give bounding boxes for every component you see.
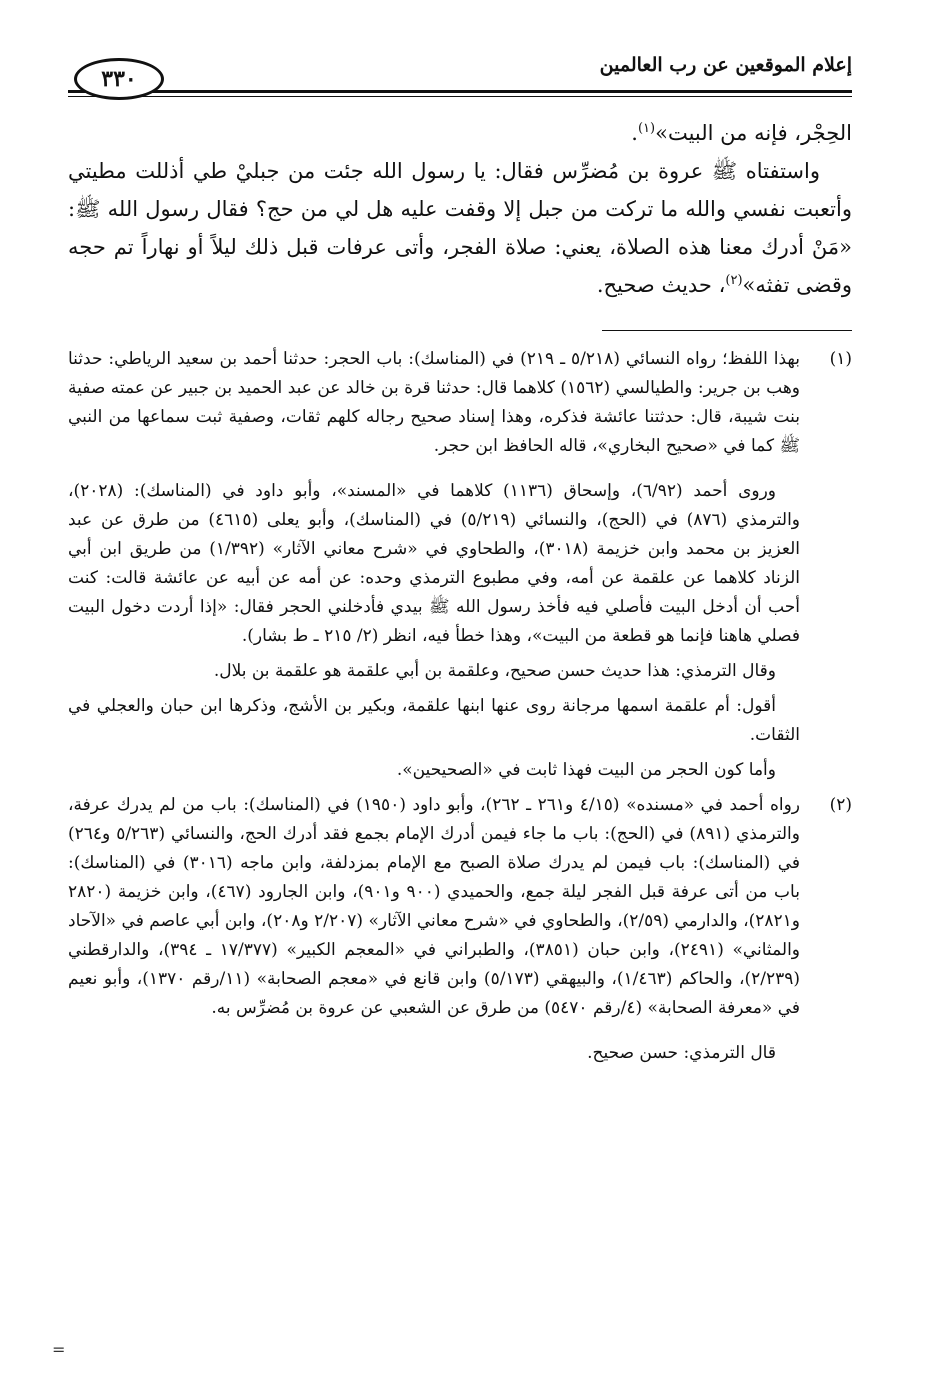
footnote-text: وأما كون الحجر من البيت فهذا ثابت في «الصحيحين».	[396, 760, 776, 780]
page	[68, 40, 852, 1074]
continuation-mark: =	[52, 1340, 66, 1359]
header-rule-thin	[68, 96, 852, 97]
footnote-text: رواه أحمد في «مسنده» (٤/١٥ و٢٦١ ـ ٢٦٢)، وأبو داود (١٩٥٠) في (المناسك): باب من لم يدرك عرفة، والترمذي (٨٩١) في (الحج): باب ما جاء فيمن أدرك الإمام بجمع فقد أدرك الحج، والنسائي (٥/٢٦٣ و٢٦٤) في (المناسك): باب فيمن لم يدرك صلاة الصبح مع الإمام بمزدلفة، وابن ماجه (٣٠١٦) في (المناسك): باب من أتى عرفة قبل الفجر ليلة جمع، والحميدي (٩٠٠ و٩٠١)، وابن الجارود (٤٦٧)، وابن خزيمة (٢٨٢٠ و٢٨٢١)، والدارمي (٢/٥٩)، والطحاوي في «شرح معاني الآثار» (٢/٢٠٧ و٢٠٨)، وابن أبي عاصم في «الآحاد والمثاني» (٢٤٩١)، وابن حبان (٣٨٥١)، والطبراني في «المعجم الكبير» (١٧/٣٧٧ ـ ٣٩٤)، والدارقطني (٢/٢٣٩)، والحاكم (١/٤٦٣)، والبيهقي (٥/١٧٣) وابن قانع في «معجم الصحابة» (١١/رقم ١٣٧٠)، وأبو نعيم في «معرفة الصحابة» (٤/رقم ٥٤٧٠) من طرق عن الشعبي عن عروة بن مُضرِّس به.	[68, 795, 801, 1018]
page-header	[68, 40, 852, 100]
footnote-1	[68, 345, 852, 469]
body-line-top: الحِجْر، فإنه من البيت»$^{(١)}$.	[631, 121, 852, 145]
footnote-separator	[602, 330, 852, 331]
footnote-number: (١)	[829, 349, 852, 369]
footnotes	[68, 345, 852, 1068]
footnote-text: قال الترمذي: حسن صحيح.	[587, 1043, 776, 1063]
body-paragraph: واستفتاه ﷺ عروة بن مُضرِّس فقال: يا رسول الله جئت من جبليْ طي أذللت مطيتي وأتعبت نفسي والله ما تركت من جبل إلا وقفت عليه هل لي من حج؟ فقال رسول الله ﷺ: «مَنْ أدرك معنا هذه الصلاة، يعني: صلاة الفجر، وأتى عرفات قبل ذلك ليلاً أو نهاراً تم حجه وقضى تفثه»$^{(٢)}$، حديث صحيح.	[68, 159, 852, 297]
footnote-ref-1: (١)	[637, 121, 656, 136]
footnote-text: أقول: أم علقمة اسمها مرجانة روى عنها ابنها علقمة، وبكير بن الأشج، وذكرها ابن حبان والعجلي في الثقات.	[68, 696, 800, 745]
footnote-2	[68, 791, 852, 1031]
running-title: إعلام الموقعين عن رب العالمين	[599, 54, 852, 76]
page-number: ٣٣٠	[74, 58, 164, 100]
footnote-text: وقال الترمذي: هذا حديث حسن صحيح، وعلقمة بن أبي علقمة هو علقمة بن بلال.	[213, 661, 776, 681]
footnote-ref-2: (٢)	[725, 273, 743, 288]
footnote-text: بهذا اللفظ؛ رواه النسائي (٥/٢١٨ ـ ٢١٩) في (المناسك): باب الحجر: حدثنا أحمد بن سعيد الرياطي: حدثنا وهب بن جرير: والطيالسي (١٥٦٢) كلاهما قال: حدثنا قرة بن خالد عن عبد الحميد بن جبير عن عمته صفية بنت شيبة، قال: حدثتنا عائشة فذكره، وهذا إسناد صحيح رجاله كلهم ثقات، وصفية ثبت سماعها من النبي ﷺ كما في «صحيح البخاري»، قاله الحافظ ابن حجر.	[68, 349, 800, 456]
header-rule-thick	[68, 90, 852, 93]
main-text	[68, 114, 852, 304]
footnote-number: (٢)	[829, 795, 852, 815]
footnote-text: وروى أحمد (٦/٩٢)، وإسحاق (١١٣٦) كلاهما في «المسند»، وأبو داود في (المناسك): (٢٠٢٨)، والترمذي (٨٧٦) في (الحج)، والنسائي (٥/٢١٩) في (المناسك)، وأبو يعلى (٤٦١٥) من طرق عن عبد العزيز بن محمد وابن خزيمة (٣٠١٨)، والطحاوي في «شرح معاني الآثار» (١/٣٩٢) من طريق ابن أبي الزناد كلاهما عن علقمة عن أمه، وفي مطبوع الترمذي وحده: عن أمه عن أبيه عن عائشة قالت: كنت أحب أن أدخل البيت فأصلي فيه فأخذ رسول الله ﷺ بيدي فأدخلني الحجر فقال: «إذا أردت دخول البيت فصلي هاهنا فإنما هو قطعة من البيت»، وهذا خطأ فيه، انظر (٢/ ٢١٥ ـ ط بشار).	[68, 481, 801, 646]
